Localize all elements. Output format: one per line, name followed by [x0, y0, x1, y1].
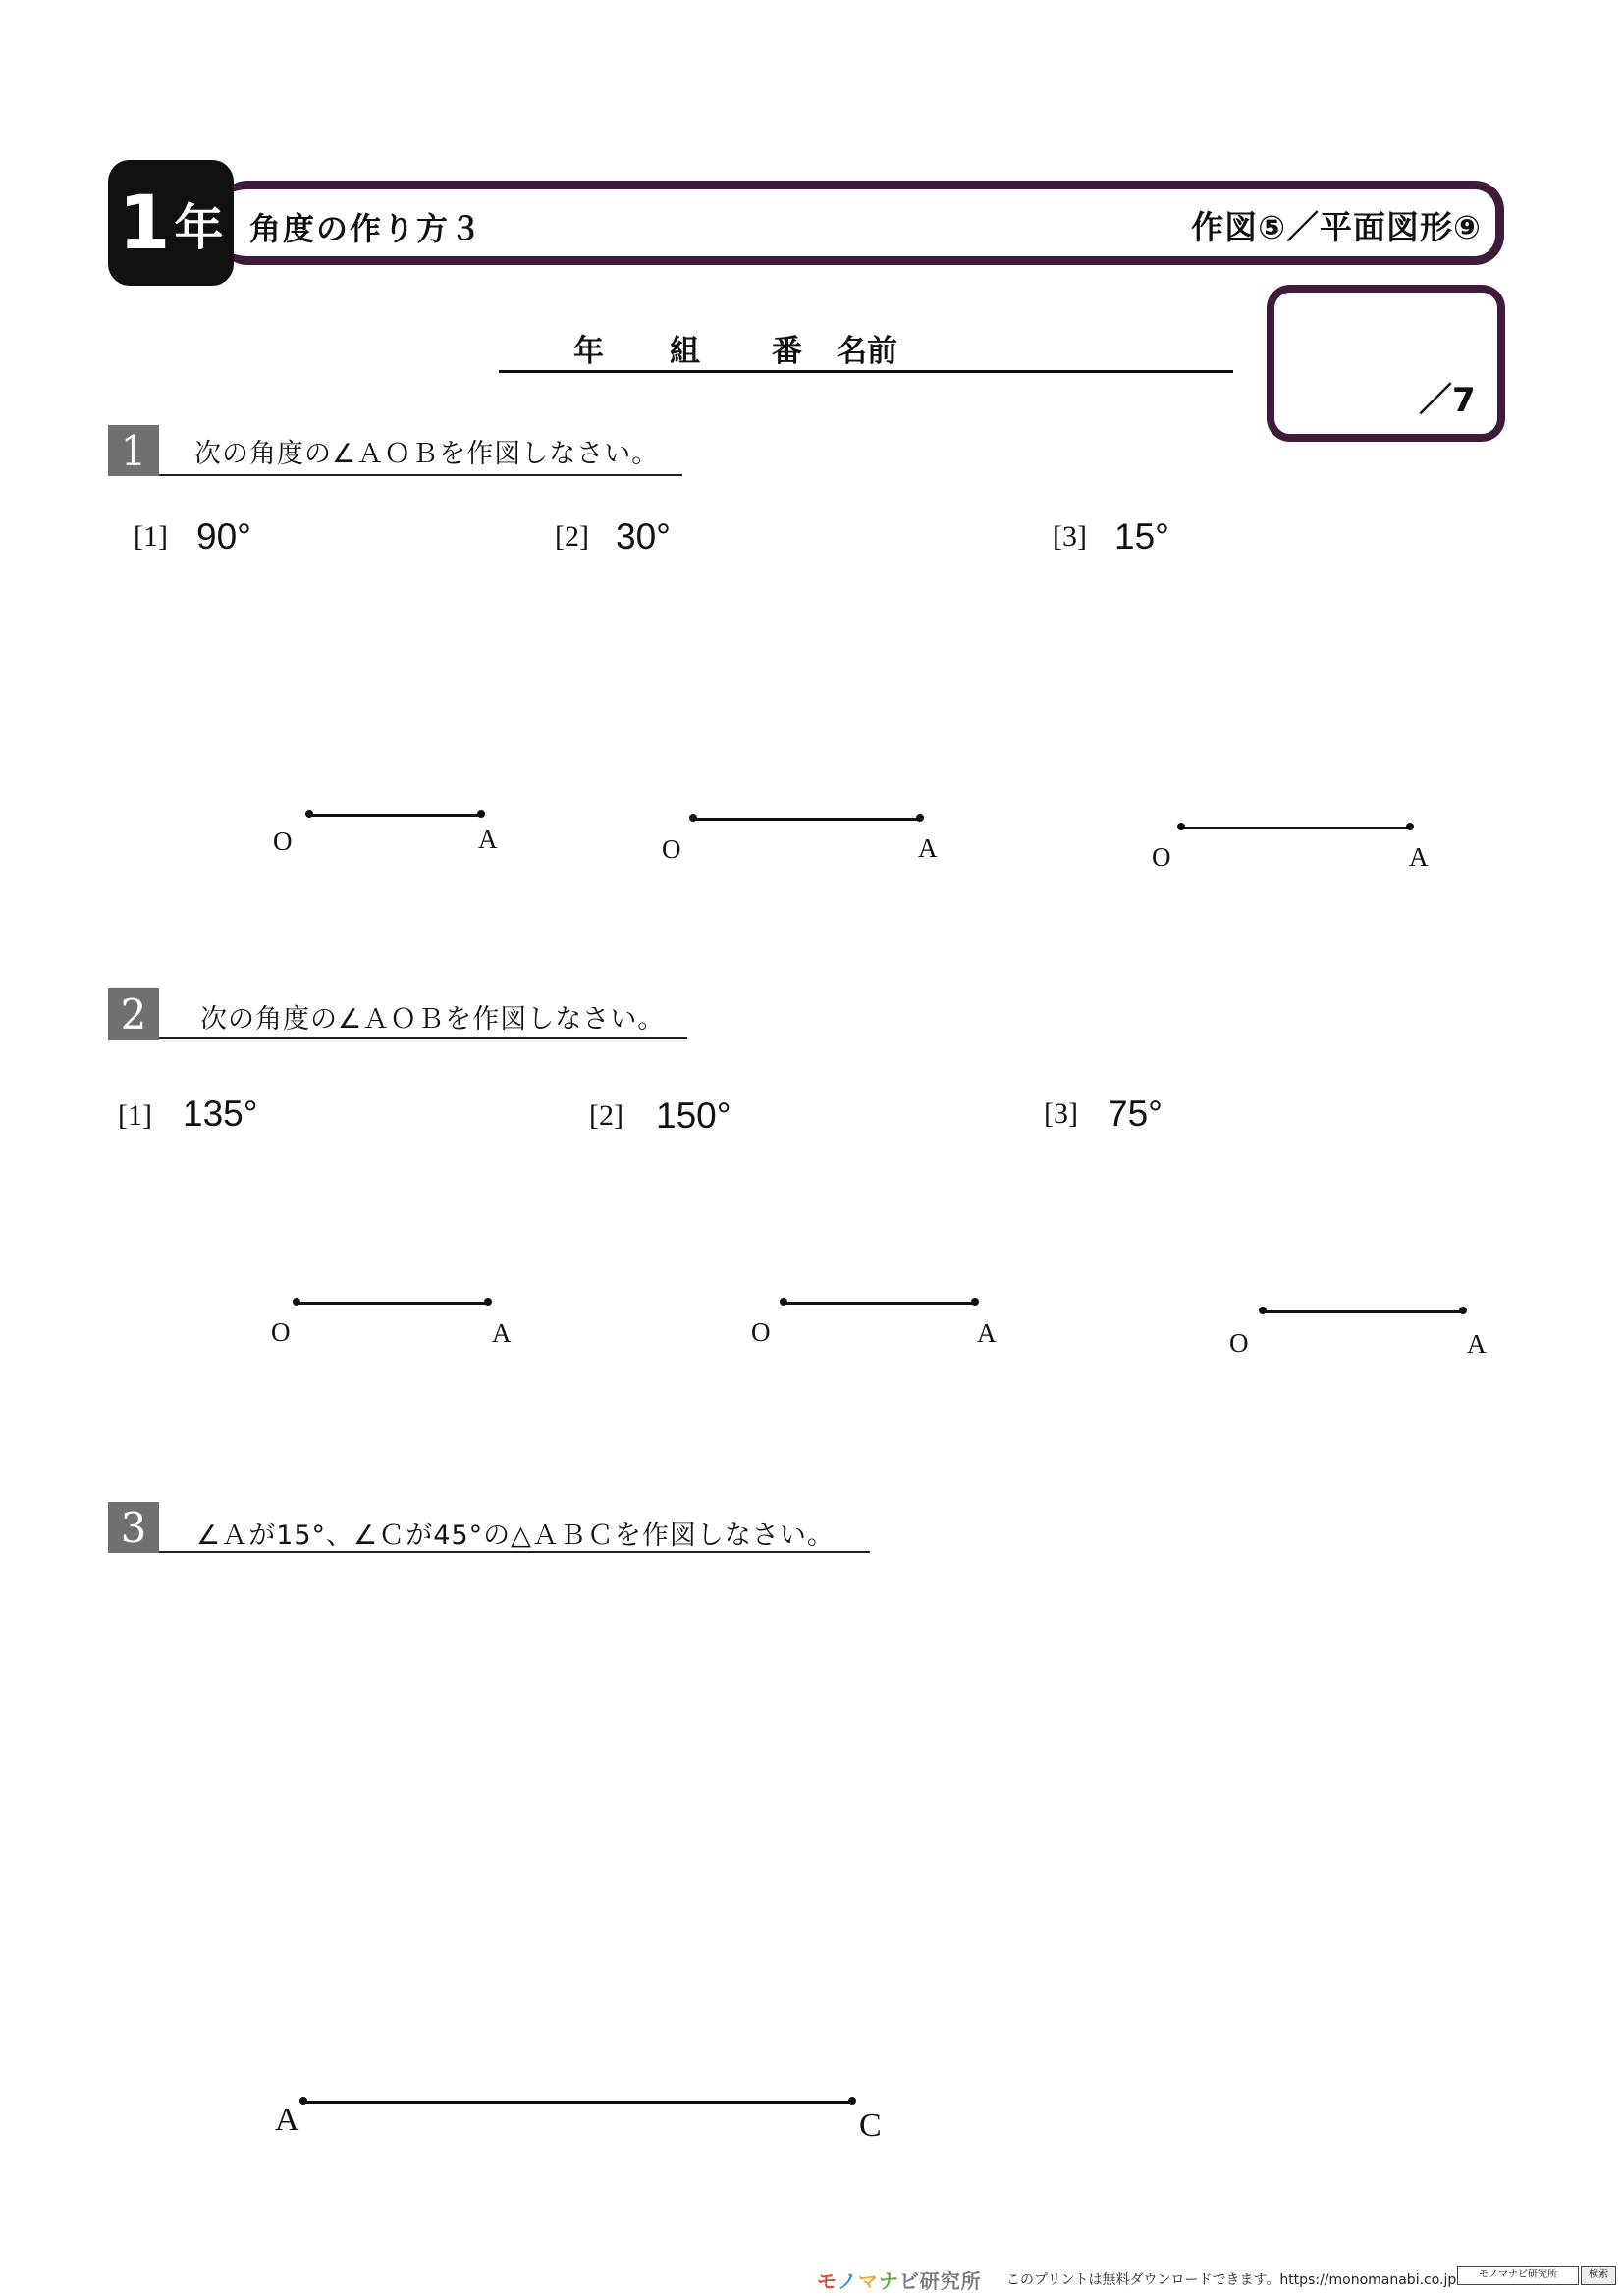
worksheet-title: 角度の作り方３: [249, 210, 484, 247]
q2-2-label-a: A: [977, 1318, 997, 1348]
q2-3-point-o: [1259, 1307, 1267, 1314]
q1-2-label: [2]: [555, 520, 589, 553]
number-label: 番: [772, 334, 802, 369]
q1-2-segment-oa: [693, 818, 920, 821]
q2-3-point-a: [1459, 1307, 1467, 1314]
q2-2-angle: 150°: [656, 1095, 731, 1136]
q2-2-label-o: O: [751, 1317, 771, 1347]
footer-search-box[interactable]: モノマナビ研究所: [1457, 2266, 1579, 2285]
q1-1-angle: 90°: [196, 516, 251, 557]
unit-label: 作図⑤／平面図形⑨: [1191, 208, 1482, 246]
q1-2-angle: 30°: [616, 516, 671, 557]
q1-2-point-a: [916, 814, 924, 822]
year-label: 年: [573, 334, 604, 369]
grade-number: 1: [118, 179, 171, 266]
q1-2-point-o: [689, 814, 697, 822]
q2-3-label: [3]: [1044, 1097, 1078, 1130]
q1-3-angle: 15°: [1114, 516, 1169, 557]
q1-3-point-a: [1406, 823, 1414, 830]
q1-2-label-o: O: [662, 834, 681, 864]
grade-badge: [108, 160, 234, 286]
q2-1-label-a: A: [492, 1318, 512, 1348]
section-2-underline: [159, 1037, 687, 1039]
footer-logo: モノマナビ研究所: [817, 2269, 982, 2293]
q1-1-label-a: A: [478, 825, 498, 854]
q2-1-point-a: [484, 1298, 492, 1306]
section-1-underline: [159, 474, 682, 476]
section-2-number: 2: [108, 988, 159, 1040]
q2-2-label: [2]: [589, 1099, 623, 1132]
section-1-number: 1: [108, 425, 159, 476]
q3-point-a: [299, 2097, 307, 2105]
q2-2-segment-oa: [784, 1302, 975, 1305]
q2-1-segment-oa: [297, 1302, 488, 1305]
section-1-instruction: 次の角度の∠ＡＯＢを作図しなさい。: [194, 439, 660, 469]
q1-3-segment-oa: [1181, 827, 1410, 829]
grade-unit: 年: [174, 199, 224, 256]
footer-download-text: このプリントは無料ダウンロードできます。https://monomanabi.co.jp: [1006, 2272, 1457, 2288]
class-label: 組: [670, 334, 700, 369]
q2-3-segment-oa: [1263, 1310, 1463, 1313]
section-2-instruction: 次の角度の∠ＡＯＢを作図しなさい。: [200, 1004, 666, 1035]
q2-3-angle: 75°: [1108, 1094, 1163, 1134]
score-total: ／7: [1419, 381, 1476, 420]
q1-3-label-a: A: [1409, 842, 1429, 872]
q1-1-label: [1]: [134, 520, 168, 553]
q2-1-label-o: O: [271, 1317, 291, 1347]
q2-1-point-o: [293, 1298, 300, 1306]
q2-3-label-a: A: [1467, 1329, 1487, 1359]
section-3-instruction: ∠Ａが15°、∠Ｃが45°の△ＡＢＣを作図しなさい。: [196, 1521, 835, 1551]
q2-2-point-a: [971, 1298, 979, 1306]
name-underline: [499, 370, 1233, 373]
q2-1-label: [1]: [118, 1099, 152, 1132]
q1-1-segment-oa: [309, 814, 481, 817]
q2-1-angle: 135°: [183, 1094, 258, 1134]
q3-label-a: A: [275, 2102, 299, 2138]
q1-1-point-a: [477, 810, 485, 818]
section-3-number: 3: [108, 1502, 159, 1553]
q3-label-c: C: [859, 2108, 882, 2144]
q3-point-c: [848, 2097, 856, 2105]
q1-1-point-o: [305, 810, 313, 818]
q1-3-label: [3]: [1053, 520, 1087, 553]
q2-3-label-o: O: [1229, 1328, 1249, 1358]
q1-3-label-o: O: [1152, 842, 1171, 872]
q3-segment-ac: [303, 2101, 852, 2104]
q2-2-point-o: [780, 1298, 787, 1306]
q1-1-label-o: O: [273, 827, 293, 856]
q1-2-label-a: A: [918, 833, 938, 863]
q1-3-point-o: [1177, 823, 1185, 830]
name-label: 名前: [837, 334, 897, 369]
footer-search-button[interactable]: 検索: [1581, 2266, 1616, 2285]
